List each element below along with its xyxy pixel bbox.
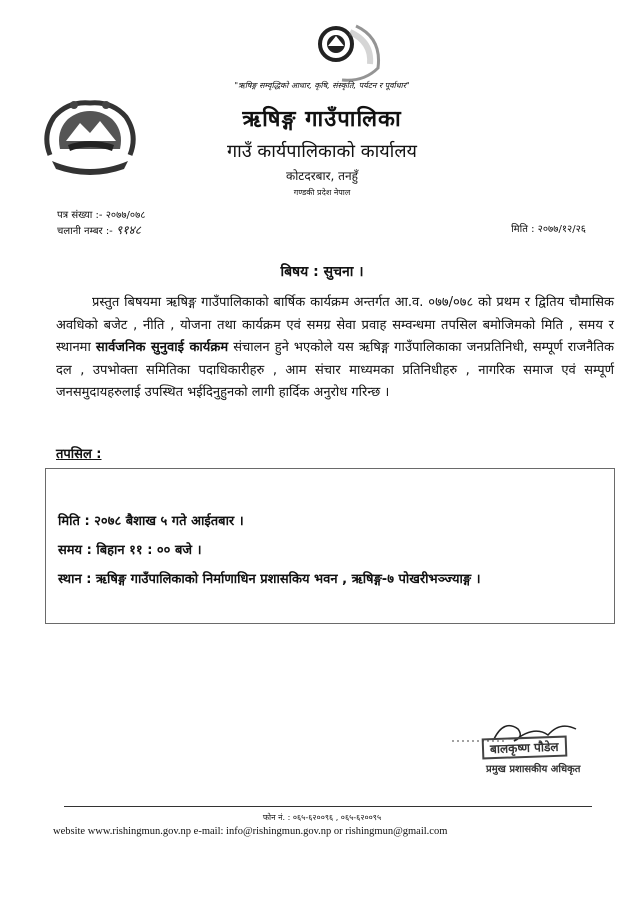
notice-body-highlight: सार्वजनिक सुनुवाई कार्यक्रम bbox=[95, 340, 229, 356]
dispatch-number bbox=[57, 221, 141, 238]
letter-date: मिति : २०७७/१२/२६ bbox=[511, 224, 586, 235]
details-box bbox=[45, 468, 615, 624]
footer-phone: फोन नं. : ०६५-६२००९६ , ०६५-६२००९५ bbox=[262, 813, 382, 822]
footer-divider bbox=[64, 806, 592, 807]
details-heading: तपसिल : bbox=[56, 447, 102, 462]
dispatch-number-label: चलानी नम्बर :- bbox=[57, 226, 116, 237]
notice-body-part1: प्रस्तुत बिषयमा ऋषिङ्ग गाउँपालिकाको बार्षिक कार्यक्रम अन्तर्गत आ.व. ०७७/०७८ को प्रथम र द्वितिय चौमासिक अवधिको बजेट , नीति , योजना तथा कार्यक्रम एवं समग्र सेवा प्रवाह सम्वन्धमा तपसिल बमोजिमको मिति , समय र स्थानमा bbox=[56, 295, 614, 356]
municipality-seal-top bbox=[312, 18, 392, 86]
header-tagline: "ऋषिङ्ग सम्वृद्धिको आधार, कृषि, संस्कृति, पर्यटन र पूर्वाधार" bbox=[234, 81, 410, 90]
dispatch-number-handwritten: ९१४८ bbox=[115, 223, 141, 237]
municipality-name: ऋषिङ्ग गाउँपालिका bbox=[242, 107, 402, 132]
office-location: कोटदरबार, तनहुँ bbox=[285, 169, 359, 183]
province-name: गण्डकी प्रदेश नेपाल bbox=[293, 188, 351, 197]
notice-body-part2: संचालन हुने भएकोले यस ऋषिङ्ग गाउँपालिकाका जनप्रतिनिधी, सम्पूर्ण राजनैतिक दल , उपभोक्ता समितिका पदाधिकारीहरु , आम संचार माध्यमका प्रतिनिधीहरु , नागरिक समाज एवं सम्पूर्ण जनसमुदायहरुलाई उपस्थित भईदिनुहुनको लागी हार्दिक अनुरोध गरिन्छ । bbox=[56, 340, 614, 401]
footer-web-email: website www.rishingmun.gov.np e-mail: info@rishingmun.gov.np or rishingmun@gmail.com bbox=[53, 826, 448, 837]
subject-line: बिषय : सुचना । bbox=[280, 264, 364, 280]
details-place: स्थान : ऋषिङ्ग गाउँपालिकाको निर्माणाधिन प्रशासकिय भवन , ऋषिङ्ग-७ पोखरीभञ्ज्याङ्ग । bbox=[58, 572, 481, 587]
stamp-name: बालकृष्ण पौडेल bbox=[482, 736, 567, 760]
stamp-title: प्रमुख प्रशासकीय अधिकृत bbox=[486, 764, 581, 775]
details-time: समय : बिहान ११ : ०० बजे । bbox=[58, 543, 202, 558]
office-name: गाउँ कार्यपालिकाको कार्यालय bbox=[227, 141, 417, 162]
notice-body bbox=[56, 292, 614, 405]
letter-number: पत्र संख्या :- २०७७/०७८ bbox=[57, 210, 146, 221]
details-date: मिति : २०७८ बैशाख ५ गते आईतबार । bbox=[58, 514, 244, 529]
signature-block bbox=[444, 715, 624, 777]
